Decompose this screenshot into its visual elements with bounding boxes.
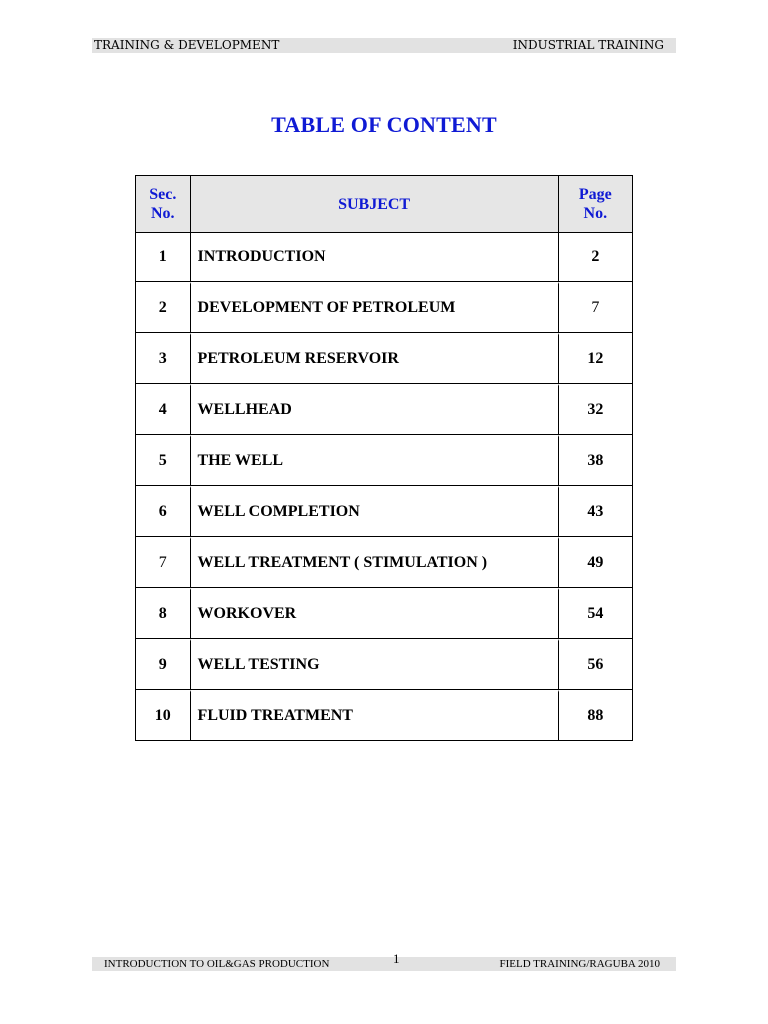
table-row [136,384,632,435]
section-number-cell: 7 [136,537,191,588]
page-number-cell: 32 [559,384,632,435]
subject-cell: WELL COMPLETION [191,486,559,537]
subject-cell: DEVELOPMENT OF PETROLEUM [191,282,559,333]
subject-cell: THE WELL [191,435,559,486]
subject-cell: PETROLEUM RESERVOIR [191,333,559,384]
section-number-cell: 10 [136,690,191,740]
page-footer [92,957,676,971]
section-number-cell: 6 [136,486,191,537]
subject-cell: WELL TESTING [191,639,559,690]
table-header-row [136,176,632,233]
table-body [136,233,632,740]
table-row [136,588,632,639]
section-number-cell: 5 [136,435,191,486]
section-number-cell: 8 [136,588,191,639]
footer-right-text: FIELD TRAINING/RAGUBA 2010 [499,958,660,970]
column-header-section-line2: No. [150,205,175,222]
page-number-cell: 88 [559,690,632,740]
table-row [136,282,632,333]
subject-cell: INTRODUCTION [191,233,559,282]
section-number-cell: 9 [136,639,191,690]
section-number-cell: 3 [136,333,191,384]
page-number-cell: 56 [559,639,632,690]
column-header-section-line1: Sec. [149,186,177,203]
page-number-cell: 12 [559,333,632,384]
header-left-text: TRAINING & DEVELOPMENT [94,38,280,52]
column-header-subject: SUBJECT [191,176,559,233]
page-number-cell: 49 [559,537,632,588]
table-row [136,435,632,486]
column-header-page-line1: Page [578,186,612,203]
page-number: 1 [393,951,400,966]
footer-left-text: INTRODUCTION TO OIL&GAS PRODUCTION [104,958,330,970]
table-row [136,486,632,537]
page-number-cell: 2 [559,233,632,282]
section-number-cell: 1 [136,233,191,282]
page-header [92,38,676,53]
subject-cell: WELL TREATMENT ( STIMULATION ) [191,537,559,588]
page-number-cell: 43 [559,486,632,537]
table-row [136,639,632,690]
page-number-cell: 54 [559,588,632,639]
column-header-page-line2: No. [583,205,608,222]
header-right-text: INDUSTRIAL TRAINING [512,38,664,52]
table-row [136,333,632,384]
section-number-cell: 2 [136,282,191,333]
section-number-cell: 4 [136,384,191,435]
table-row [136,233,632,282]
subject-cell: WELLHEAD [191,384,559,435]
page-number-cell: 38 [559,435,632,486]
document-title: TABLE OF CONTENT [271,112,497,137]
subject-cell: FLUID TREATMENT [191,690,559,740]
subject-cell: WORKOVER [191,588,559,639]
column-header-page [559,176,632,233]
table-row [136,690,632,740]
column-header-section [136,176,191,233]
table-row [136,537,632,588]
table-of-contents [135,175,633,741]
page-number-cell: 7 [559,282,632,333]
